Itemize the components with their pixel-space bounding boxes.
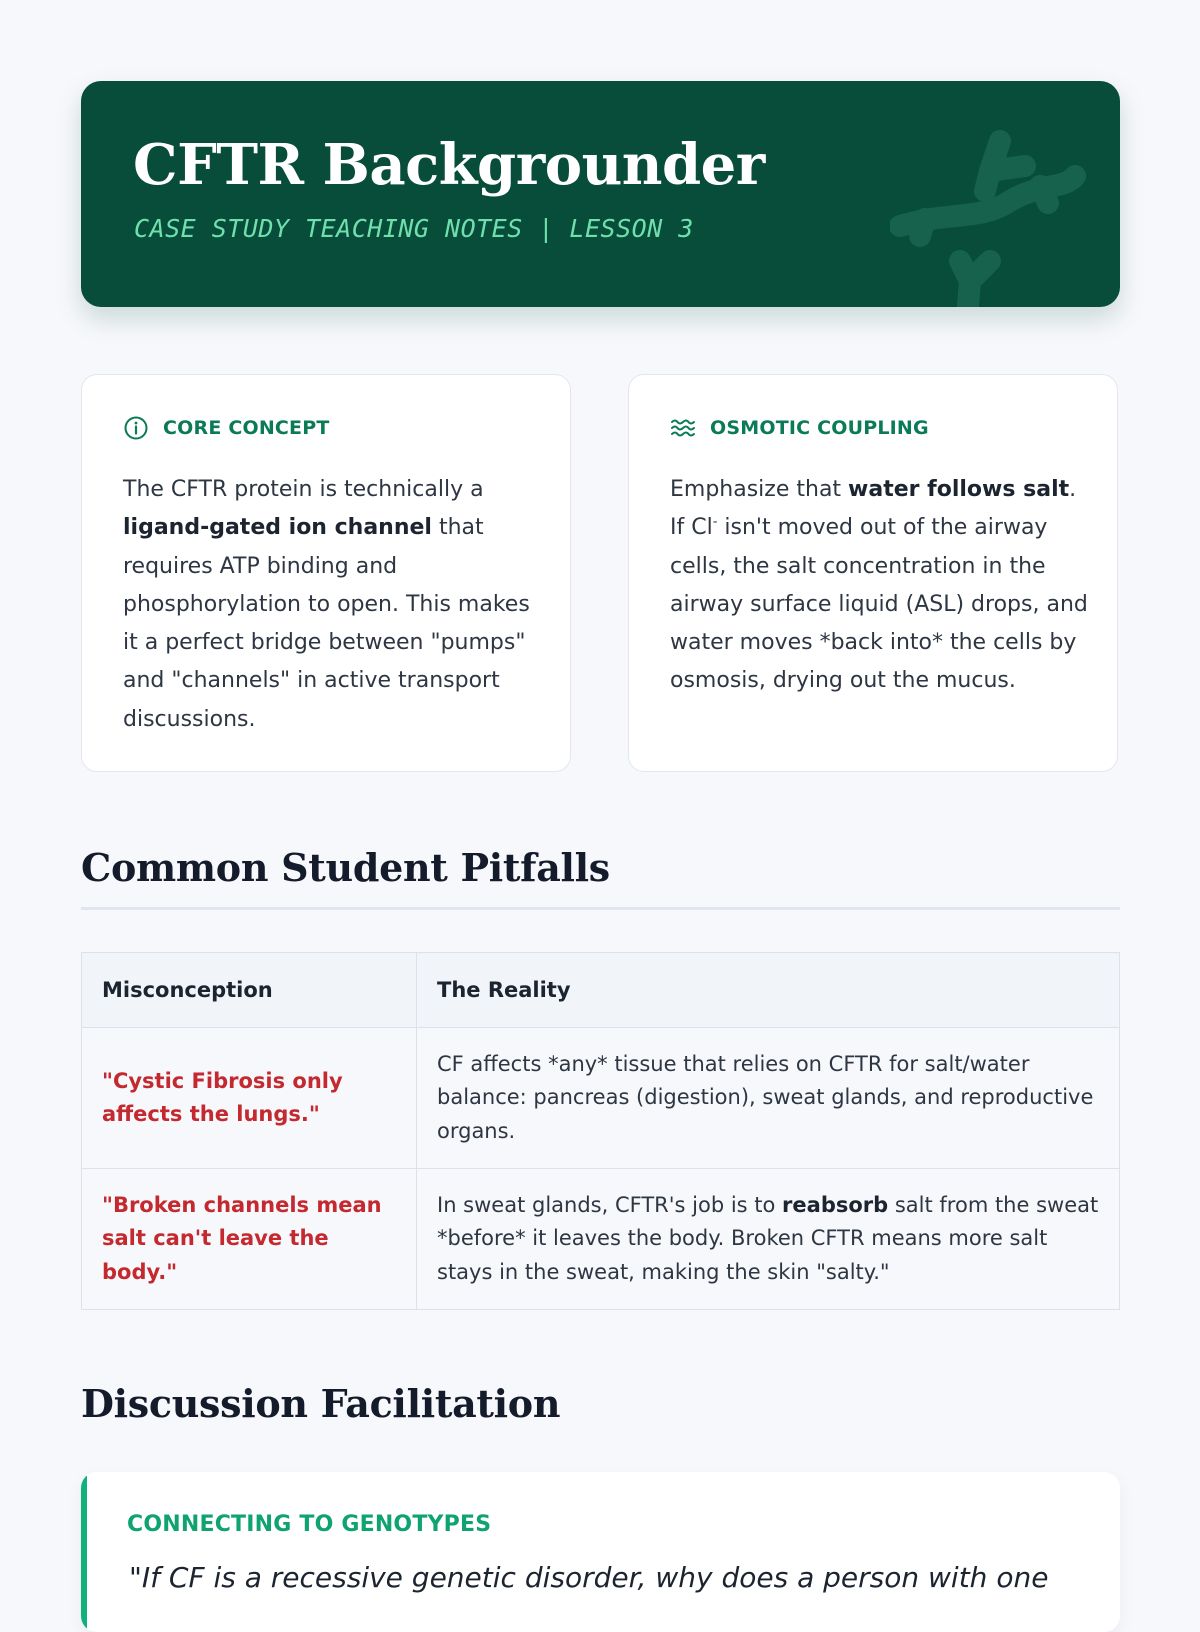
section-divider [81,907,1120,910]
discussion-heading: Discussion Facilitation [81,1381,561,1426]
accent-bar [81,1472,87,1632]
card-label: OSMOTIC COUPLING [710,417,929,439]
discussion-quote: "If CF is a recessive genetic disorder, why does a person with one [129,1561,1049,1594]
page [81,81,1120,1594]
concept-cards [81,374,1120,774]
card-body: The CFTR protein is technically a ligand-gated ion channel that requires ATP binding and phosphorylation to open. This makes it a perfect bridge between "pumps" and "channels" in active transport discussions. [123,477,530,732]
table-header-row [82,953,1120,1028]
page-subtitle: CASE STUDY TEACHING NOTES | LESSON 3 [134,214,694,243]
pitfalls-table [81,952,1120,1310]
dna-icon [890,111,1090,307]
card-body: Emphasize that water follows salt. If Cl- isn't moved out of the airway cells, the salt concentration in the airway surface liquid (ASL) drops, and water moves *back into* the cells by osmosis, drying out the mucus. [670,477,1088,694]
reality-cell: In sweat glands, CFTR's job is to reabsorb salt from the sweat *before* it leaves the body. Broken CFTR means more salt stays in the sweat, making the skin "salty." [417,1169,1120,1310]
card-header [123,415,330,441]
core-concept-card [81,374,571,772]
table-row [82,1169,1120,1310]
waves-icon [670,415,696,441]
info-circle-icon [123,415,149,441]
card-header [670,415,929,441]
reality-cell: CF affects *any* tissue that relies on CFTR for salt/water balance: pancreas (digestion), sweat glands, and reproductive organs. [417,1028,1120,1169]
misconception-cell: "Broken channels mean salt can't leave the body." [82,1169,417,1310]
table-row [82,1028,1120,1169]
discussion-label: CONNECTING TO GENOTYPES [127,1512,492,1537]
misconception-cell: "Cystic Fibrosis only affects the lungs." [82,1028,417,1169]
column-header-reality: The Reality [417,953,1120,1028]
column-header-misconception: Misconception [82,953,417,1028]
discussion-card [81,1472,1120,1632]
header-banner [81,81,1120,307]
osmotic-coupling-card [628,374,1118,772]
pitfalls-heading: Common Student Pitfalls [81,845,610,890]
card-label: CORE CONCEPT [163,417,330,439]
page-title: CFTR Backgrounder [133,132,765,198]
